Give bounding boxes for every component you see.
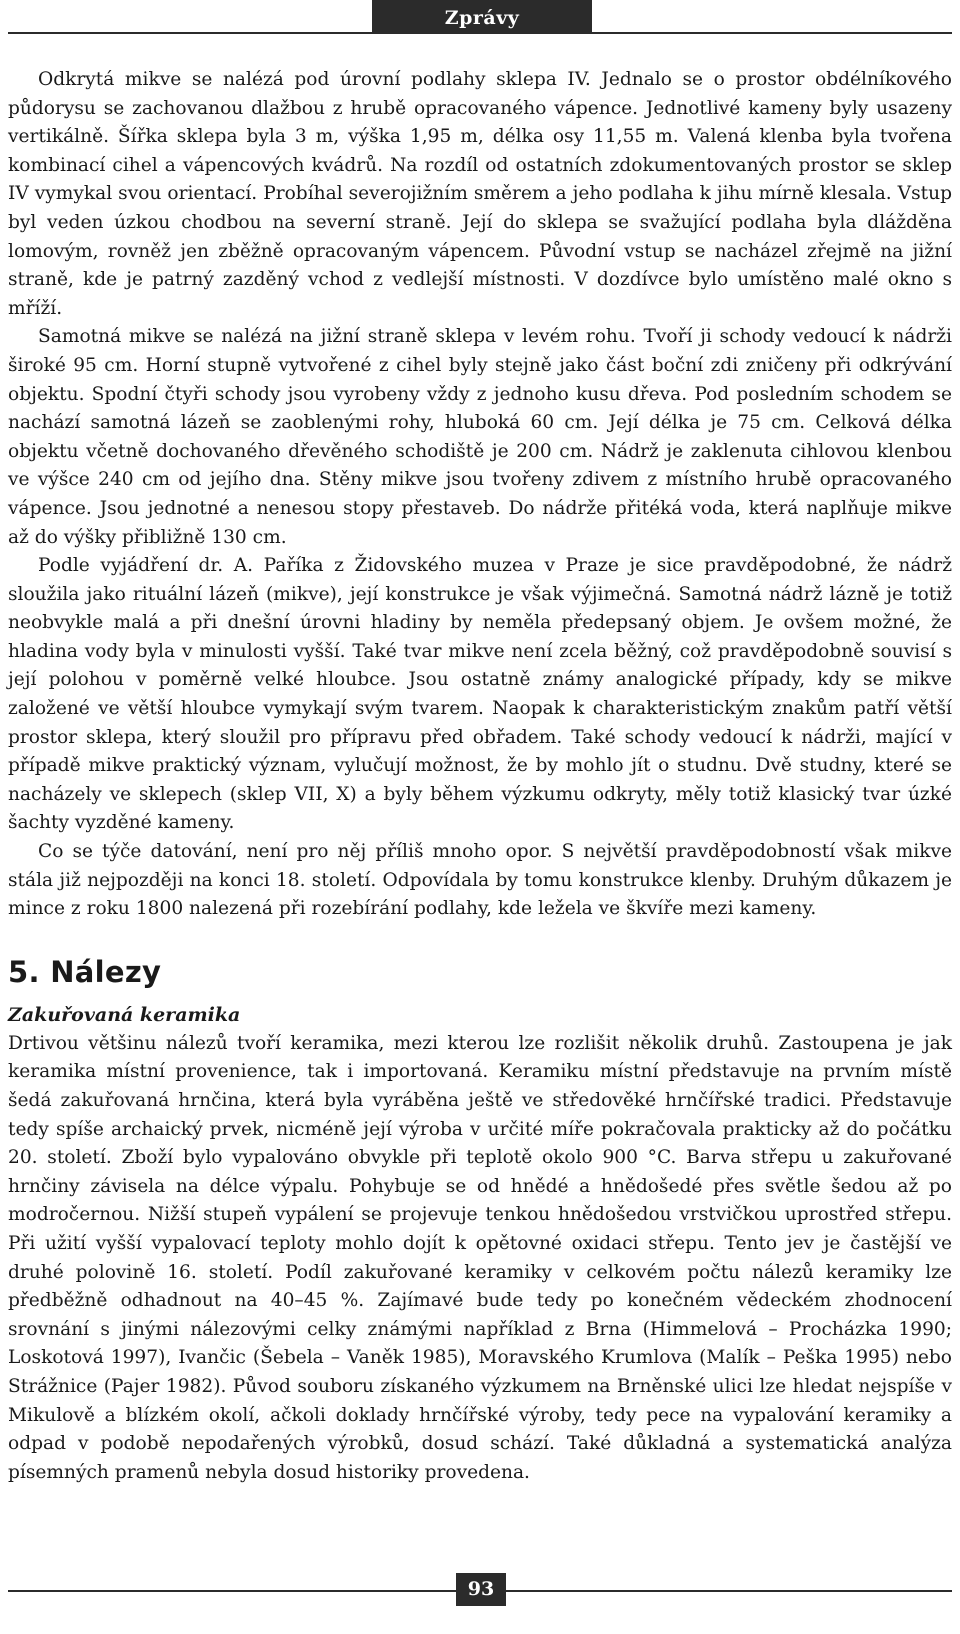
header-divider bbox=[8, 32, 952, 34]
paragraph-mikve-description: Odkrytá mikve se nalézá pod úrovní podlahy sklepa IV. Jednalo se o prostor obdélníkového půdorysu se zachovanou dlažbou z hrubě opracovaného vápence. Jednotlivé kameny byly usazeny vertikálně. Šířka sklepa byla 3 m, výška 1,95 m, délka osy 11,55 m. Valená klenba byla tvořena kombinací cihel a vápencových kvádrů. Na rozdíl od ostatních zdokumentovaných prostor se sklep IV vymykal svou orientací. Probíhal severojižním směrem a jeho podlaha k jihu mírně klesala. Vstup byl veden úzkou chodbou na severní straně. Její do sklepa se svažující podlaha byla dlážděna lomovým, rovněž jen zběžně opracovaným vápencem. Původní vstup se nacházel zřejmě na jižní straně, kde je patrný zazděný vchod z vedlejší místnosti. V dozdívce bylo umístěno malé okno s mříží. bbox=[8, 69, 952, 319]
paragraph-ceramics: Drtivou většinu nálezů tvoří keramika, mezi kterou lze rozlišit několik druhů. Zastoupena je jak keramika místní provenience, tak i importovaná. Keramiku místní představuje na prvním místě šedá zakuřovaná hrnčina, která byla vyráběna ještě ve středověké hrnčířské tradici. Představuje tedy spíše archaický prvek, nicméně její výroba v určité míře pokračovala prakticky až do počátku 20. století. Zboží bylo vypalováno obvykle při teplotě okolo 900 °C. Barva střepu u zakuřované hrnčiny závisela na délce výpalu. Pohybuje se od hnědé a hnědošedé přes světle šedou až po modročernou. Nižší stupeň vypálení se projevuje tenkou hnědošedou vrstvičkou uprostřed střepu. Při užití vyšší vypalovací teploty mohlo dojít k opětovné oxidaci střepu. Tento jev je častější ve druhé polovině 16. století. Podíl zakuřované keramiky v celkovém počtu nálezů keramiky lze předběžně odhadnout na 40–45 %. Zajímavé bude tedy po konečném vědeckém zhodnocení srovnání s jinými nálezovými celky známými například z Brna (Himmelová – Procházka 1990; Loskotová 1997), Ivančic (Šebela – Vaněk 1985), Moravského Krumlova (Malík – Peška 1995) nebo Strážnice (Pajer 1982). Původ souboru získaného výzkumem na Brněnské ulici lze hledat nejspíše v Mikulově a blízkém okolí, ačkoli doklady hrnčířské výroby, tedy pece na vypalování keramiky a odpad v podobě nepodařených výrobků, dosud schází. Také důkladná a systematická analýza písemných pramenů nebyla dosud historiky provedena. bbox=[8, 1032, 952, 1483]
paragraph-mikve-dating: Co se týče datování, není pro něj příliš mnoho opor. S největší pravděpodobností však mikve stála již nejpozději na konci 18. století. Odpovídala by tomu konstrukce klenby. Druhým důkazem je mince z roku 1800 nalezená při rozebírání podlahy, kde ležela ve škvíře mezi kameny. bbox=[8, 841, 952, 920]
running-header-section-title: Zprávy bbox=[372, 0, 592, 33]
section-heading: 5. Nálezy bbox=[8, 954, 162, 989]
paragraph-mikve-dimensions: Samotná mikve se nalézá na jižní straně sklepa v levém rohu. Tvoří ji schody vedoucí k nádrži široké 95 cm. Horní stupně vytvořené z cihel byly stejně jako část boční zdi zničeny při odkrývání objektu. Spodní čtyři schody jsou vyrobeny vždy z jednoho kusu dřeva. Pod posledním schodem se nachází samotná lázeň se zaoblenými rohy, hluboká 60 cm. Její délka je 75 cm. Celková délka objektu včetně dochovaného dřevěného schodiště je 200 cm. Nádrž je zaklenuta cihlovou klenbou ve výšce 240 cm od jejího dna. Stěny mikve jsou tvořeny zdivem z místního hrubě opracovaného vápence. Jsou jednotné a nenesou stopy přestaveb. Do nádrže přitéká voda, která naplňuje mikve až do výšky přibližně 130 cm. bbox=[8, 326, 952, 548]
page-number: 93 bbox=[456, 1573, 506, 1606]
article-body bbox=[8, 66, 952, 1487]
paragraph-mikve-interpretation: Podle vyjádření dr. A. Paříka z Židovského muzea v Praze je sice pravděpodobné, že nádrž sloužila jako rituální lázeň (mikve), její konstrukce je však výjimečná. Samotná nádrž lázně je totiž neobvykle malá a při dnešní úrovni hladiny by neměla předepsaný objem. Je ovšem možné, že hladina vody byla v minulosti vyšší. Také tvar mikve není zcela běžný, což pravděpodobně souvisí s její polohou v poměrně velké hloubce. Jsou ostatně známy analogické případy, kdy se mikve založené ve větší hloubce vymykají svým tvarem. Naopak k charakteristickým znakům patří větší prostor sklepa, který sloužil pro přípravu před obřadem. Také schody vedoucí k nádrži, mající v případě mikve praktický význam, vylučují možnost, že by mohlo jít o studnu. Dvě studny, které se nacházely ve sklepech (sklep VII, X) a byly během výzkumu odkryty, měly totiž klasický tvar úzké šachty vyzděné kameny. bbox=[8, 555, 952, 834]
subsection-heading: Zakuřovaná keramika bbox=[8, 1003, 241, 1026]
